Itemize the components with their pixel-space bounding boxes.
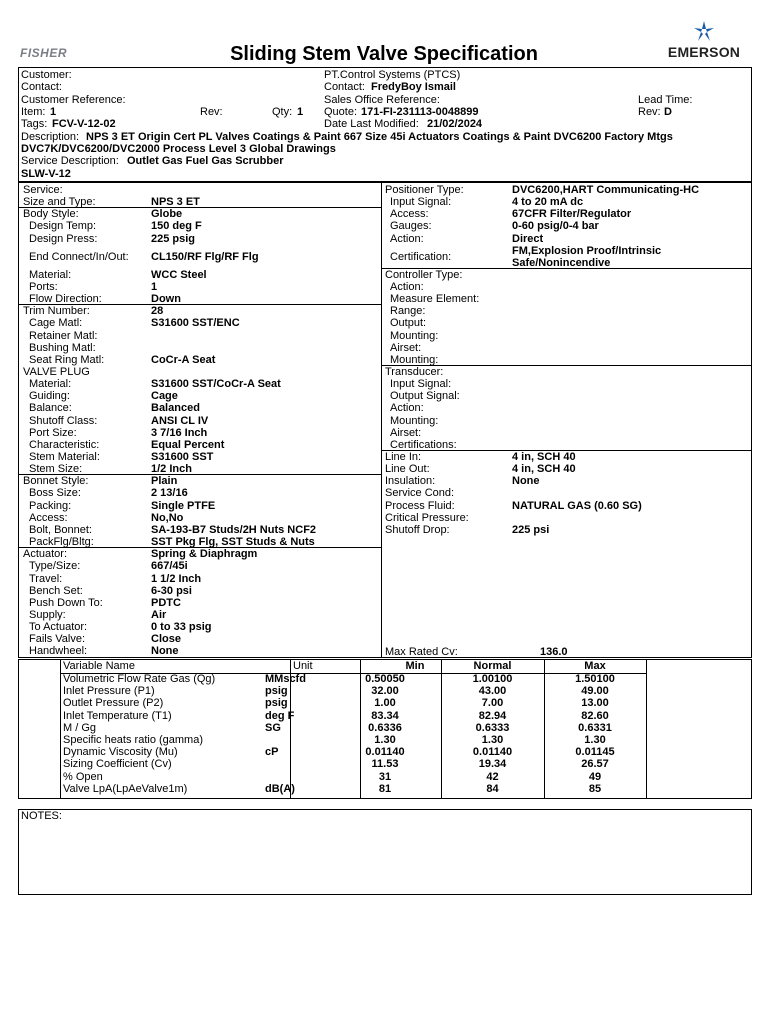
spec-value: DVC6200,HART Communicating-HC bbox=[512, 184, 700, 196]
contact2-value: FredyBoy Ismail bbox=[371, 81, 456, 93]
col-header-max: Max bbox=[584, 660, 606, 672]
spec-label: Bolt, Bonnet: bbox=[29, 523, 92, 536]
cell-min: 83.34 bbox=[371, 709, 399, 722]
emerson-mark-icon bbox=[656, 20, 752, 44]
spec-label: Bushing Matl: bbox=[29, 341, 96, 354]
spec-label: Input Signal: bbox=[390, 378, 452, 391]
spec-value: FM,Explosion Proof/Intrinsic bbox=[512, 244, 662, 257]
cell-unit: SG bbox=[265, 721, 281, 734]
spec-label: Trim Number: bbox=[23, 305, 90, 318]
spec-label: Size and Type: bbox=[23, 196, 96, 209]
spec-label: Service: bbox=[23, 184, 63, 196]
cell-max: 1.50100 bbox=[575, 673, 615, 685]
cell-variable: Outlet Pressure (P2) bbox=[63, 697, 164, 710]
spec-value: Close bbox=[151, 633, 181, 646]
emerson-logo bbox=[656, 20, 752, 66]
cell-variable: M / Gg bbox=[63, 721, 97, 734]
spec-label: Airset: bbox=[390, 426, 422, 439]
cell-max: 49.00 bbox=[581, 685, 609, 698]
col-header-normal: Normal bbox=[473, 660, 512, 672]
col-header-min: Min bbox=[405, 660, 425, 672]
spec-value: 4 to 20 mA dc bbox=[512, 196, 584, 209]
spec-label: Characteristic: bbox=[29, 438, 100, 451]
cell-min: 1.30 bbox=[374, 734, 396, 746]
spec-value: 1/2 Inch bbox=[151, 463, 192, 476]
spec-label: Cage Matl: bbox=[29, 317, 83, 330]
company-name: PT.Control Systems (PTCS) bbox=[324, 69, 461, 81]
slw-number: SLW-V-12 bbox=[21, 168, 71, 180]
item-value: 1 bbox=[50, 106, 57, 118]
spec-label: Airset: bbox=[390, 341, 422, 354]
service-desc-label: Service Description: bbox=[21, 155, 119, 167]
cell-unit: psig bbox=[265, 685, 288, 698]
cell-max: 0.6331 bbox=[578, 721, 612, 734]
spec-label: Controller Type: bbox=[385, 268, 463, 281]
sales-office-label: Sales Office Reference: bbox=[324, 94, 440, 106]
spec-value: 150 deg F bbox=[151, 220, 202, 233]
spec-value: Single PTFE bbox=[151, 499, 216, 512]
spec-label: Supply: bbox=[29, 608, 66, 621]
description-line2: DVC7K/DVC6200/DVC2000 Process Level 3 Global Drawings bbox=[21, 143, 336, 155]
spec-label: Flow Direction: bbox=[29, 293, 102, 306]
qty-value: 1 bbox=[297, 106, 304, 118]
rev-label: Rev: bbox=[200, 106, 223, 118]
description-label: Description: bbox=[21, 131, 80, 143]
cell-normal: 82.94 bbox=[478, 709, 507, 722]
cell-min: 32.00 bbox=[371, 685, 399, 698]
spec-label: Line In: bbox=[385, 451, 422, 463]
spec-label: Ports: bbox=[29, 280, 58, 293]
col-header-variable: Variable Name bbox=[63, 660, 135, 672]
spec-label: Positioner Type: bbox=[385, 184, 464, 196]
spec-value-line2: Safe/Nonincendive bbox=[512, 256, 611, 269]
rev2-value: D bbox=[664, 106, 672, 118]
spec-value: Cage bbox=[151, 390, 178, 403]
spec-label: Range: bbox=[390, 305, 426, 318]
spec-value: WCC Steel bbox=[151, 268, 207, 281]
cell-variable: Inlet Pressure (P1) bbox=[63, 685, 155, 698]
spec-value: CoCr-A Seat bbox=[151, 353, 216, 366]
service-desc-value: Outlet Gas Fuel Gas Scrubber bbox=[127, 155, 284, 167]
spec-label: Transducer: bbox=[385, 365, 444, 378]
cell-variable: Volumetric Flow Rate Gas (Qg) bbox=[63, 673, 216, 685]
spec-label: Action: bbox=[390, 232, 424, 245]
spec-label: Gauges: bbox=[390, 220, 432, 233]
spec-label: Balance: bbox=[29, 402, 72, 415]
spec-value: 6-30 psi bbox=[151, 584, 192, 597]
cell-unit: dB(A) bbox=[265, 782, 295, 795]
spec-label: Action: bbox=[390, 280, 424, 293]
spec-label: Access: bbox=[390, 208, 429, 221]
spec-value: S31600 SST/CoCr-A Seat bbox=[151, 378, 281, 391]
spec-label: Push Down To: bbox=[29, 596, 103, 609]
spec-label: Access: bbox=[29, 511, 68, 524]
spec-label: Action: bbox=[390, 402, 424, 415]
spec-value: PDTC bbox=[151, 596, 181, 609]
cell-variable: % Open bbox=[63, 770, 103, 783]
spec-label: Mounting: bbox=[390, 329, 439, 342]
spec-label: Shutoff Drop: bbox=[385, 523, 450, 536]
rev2-label: Rev: bbox=[638, 106, 661, 118]
spec-value: SA-193-B7 Studs/2H Nuts NCF2 bbox=[151, 523, 317, 536]
spec-value: ANSI CL IV bbox=[151, 414, 209, 427]
spec-value: NPS 3 ET bbox=[151, 196, 200, 209]
spec-label: Mounting: bbox=[390, 353, 439, 366]
spec-value: Globe bbox=[151, 208, 183, 221]
cell-unit: deg F bbox=[265, 709, 295, 722]
cell-normal: 1.30 bbox=[481, 734, 504, 746]
cell-min: 31 bbox=[378, 770, 392, 783]
spec-label: Mounting: bbox=[390, 414, 439, 427]
cell-normal: 43.00 bbox=[478, 685, 507, 698]
cell-min: 0.50050 bbox=[365, 673, 405, 685]
cell-max: 85 bbox=[588, 782, 602, 795]
spec-label: PackFlg/Bltg: bbox=[29, 536, 94, 549]
cell-min: 81 bbox=[378, 782, 392, 795]
cell-normal: 19.34 bbox=[478, 758, 507, 771]
spec-label: Travel: bbox=[29, 572, 63, 585]
spec-label: Material: bbox=[29, 378, 72, 391]
spec-label: Certification: bbox=[390, 250, 452, 263]
spec-label: Stem Size: bbox=[29, 463, 83, 476]
cell-variable: Dynamic Viscosity (Mu) bbox=[63, 746, 178, 759]
spec-label: Port Size: bbox=[29, 426, 77, 439]
spec-value: CL150/RF Flg/RF Flg bbox=[151, 250, 259, 263]
spec-value: Spring & Diaphragm bbox=[151, 548, 258, 561]
spec-value: Plain bbox=[151, 475, 178, 488]
cell-variable: Specific heats ratio (gamma) bbox=[63, 734, 203, 746]
spec-value: Direct bbox=[512, 232, 544, 245]
spec-label: End Connect/In/Out: bbox=[29, 250, 129, 263]
spec-value: 1 bbox=[151, 280, 158, 293]
spec-label: Packing: bbox=[29, 499, 72, 512]
spec-value: NATURAL GAS (0.60 SG) bbox=[512, 499, 642, 512]
cell-variable: Inlet Temperature (T1) bbox=[63, 709, 172, 722]
spec-label: Output Signal: bbox=[390, 390, 460, 403]
col-header-unit: Unit bbox=[293, 660, 313, 672]
item-label: Item: bbox=[21, 106, 46, 118]
cell-max: 13.00 bbox=[581, 697, 609, 710]
lead-time-label: Lead Time: bbox=[638, 94, 693, 106]
cell-normal: 1.00100 bbox=[472, 673, 513, 685]
table-col-line bbox=[646, 659, 647, 799]
cell-min: 1.00 bbox=[374, 697, 396, 710]
cell-normal: 0.01140 bbox=[472, 746, 513, 759]
page-title: Sliding Stem Valve Specification bbox=[230, 43, 538, 65]
spec-label: Actuator: bbox=[23, 548, 68, 561]
spec-label: VALVE PLUG bbox=[23, 365, 90, 378]
cell-normal: 0.6333 bbox=[475, 721, 510, 734]
tags-label: Tags: bbox=[21, 118, 48, 130]
spec-label: Retainer Matl: bbox=[29, 329, 98, 342]
spec-label: Bonnet Style: bbox=[23, 475, 89, 488]
spec-value: 1 1/2 Inch bbox=[151, 572, 202, 585]
spec-value: 0-60 psig/0-4 bar bbox=[512, 220, 599, 233]
notes-label: NOTES: bbox=[21, 810, 62, 822]
spec-label: Seat Ring Matl: bbox=[29, 353, 105, 366]
spec-label: Max Rated Cv: bbox=[385, 646, 458, 658]
spec-label: Insulation: bbox=[385, 475, 436, 488]
contact-label: Contact: bbox=[21, 81, 62, 93]
customer-ref-label: Customer Reference: bbox=[21, 94, 126, 106]
spec-label: To Actuator: bbox=[29, 621, 88, 634]
spec-value: 667/45i bbox=[151, 560, 188, 573]
spec-value: Down bbox=[151, 293, 181, 306]
spec-label: Certifications: bbox=[390, 438, 457, 451]
tags-value: FCV-V-12-02 bbox=[52, 118, 116, 130]
spec-label: Handwheel: bbox=[29, 645, 88, 658]
cell-variable: Sizing Coefficient (Cv) bbox=[63, 758, 172, 771]
quote-value: 171-FI-231113-0048899 bbox=[361, 106, 479, 118]
spec-label: Boss Size: bbox=[29, 487, 81, 500]
cell-normal: 42 bbox=[486, 770, 499, 783]
spec-value: Balanced bbox=[151, 402, 200, 415]
spec-label: Bench Set: bbox=[29, 584, 83, 597]
cell-max: 82.60 bbox=[581, 709, 609, 722]
spec-label: Guiding: bbox=[29, 390, 70, 403]
spec-value: SST Pkg Flg, SST Studs & Nuts bbox=[151, 536, 315, 549]
table-col-line bbox=[60, 659, 61, 799]
cell-max: 0.01145 bbox=[575, 746, 615, 759]
spec-label: Output: bbox=[390, 317, 427, 330]
spec-value: 67CFR Filter/Regulator bbox=[512, 208, 632, 221]
cell-max: 49 bbox=[588, 770, 602, 783]
spec-label: Design Temp: bbox=[29, 220, 97, 233]
cell-min: 0.6336 bbox=[368, 721, 402, 734]
spec-value: 225 psi bbox=[512, 523, 550, 536]
spec-value: 28 bbox=[151, 305, 164, 318]
cell-max: 26.57 bbox=[581, 758, 609, 771]
spec-value: No,No bbox=[151, 511, 184, 524]
spec-value: Air bbox=[151, 608, 167, 621]
customer-label: Customer: bbox=[21, 69, 72, 81]
date-label: Date Last Modified: bbox=[324, 118, 419, 130]
spec-label: Body Style: bbox=[23, 208, 79, 221]
emerson-wordmark: EMERSON bbox=[667, 44, 741, 60]
spec-value: Equal Percent bbox=[151, 438, 225, 451]
contact2-label: Contact: bbox=[324, 81, 365, 93]
spec-label: Type/Size: bbox=[29, 560, 81, 573]
cell-min: 11.53 bbox=[371, 758, 399, 771]
spec-label: Critical Pressure: bbox=[385, 511, 469, 524]
spec-value: S31600 SST/ENC bbox=[151, 317, 240, 330]
spec-label: Service Cond: bbox=[385, 487, 455, 500]
cell-variable: Valve LpA(LpAeValve1m) bbox=[63, 782, 188, 795]
cell-normal: 84 bbox=[486, 782, 499, 795]
notes-section bbox=[18, 809, 752, 895]
spec-value: 0 to 33 psig bbox=[151, 621, 212, 634]
specs-divider bbox=[381, 182, 382, 658]
spec-label: Design Press: bbox=[29, 232, 98, 245]
spec-value: 2 13/16 bbox=[151, 487, 188, 500]
cell-min: 0.01140 bbox=[365, 746, 405, 759]
spec-value: None bbox=[151, 645, 179, 658]
spec-label: Fails Valve: bbox=[29, 633, 86, 646]
qty-label: Qty: bbox=[272, 106, 293, 118]
spec-label: Input Signal: bbox=[390, 196, 452, 209]
description-line1: NPS 3 ET Origin Cert PL Valves Coatings & Paint 667 Size 45i Actuators Coatings & Paint DVC6200 Factory Mtgs bbox=[86, 131, 673, 143]
spec-value: 4 in, SCH 40 bbox=[512, 463, 576, 476]
cell-unit: psig bbox=[265, 697, 288, 710]
spec-value: None bbox=[512, 475, 540, 488]
spec-value: S31600 SST bbox=[151, 451, 214, 463]
spec-label: Stem Material: bbox=[29, 451, 100, 463]
cell-unit: MMscfd bbox=[265, 673, 306, 685]
spec-label: Process Fluid: bbox=[385, 499, 455, 512]
quote-label: Quote: bbox=[324, 106, 358, 118]
spec-value: 4 in, SCH 40 bbox=[512, 451, 576, 463]
date-value: 21/02/2024 bbox=[427, 118, 483, 130]
spec-value: 136.0 bbox=[540, 646, 568, 658]
cell-unit: cP bbox=[265, 746, 279, 759]
spec-value: 225 psig bbox=[151, 232, 196, 245]
spec-value: 3 7/16 Inch bbox=[151, 426, 208, 439]
spec-label: Shutoff Class: bbox=[29, 414, 98, 427]
spec-label: Material: bbox=[29, 268, 72, 281]
cell-max: 1.30 bbox=[584, 734, 606, 746]
fisher-logo: FISHER bbox=[20, 46, 68, 60]
cell-normal: 7.00 bbox=[481, 697, 504, 710]
spec-label: Line Out: bbox=[385, 463, 430, 476]
spec-label: Measure Element: bbox=[390, 293, 480, 306]
